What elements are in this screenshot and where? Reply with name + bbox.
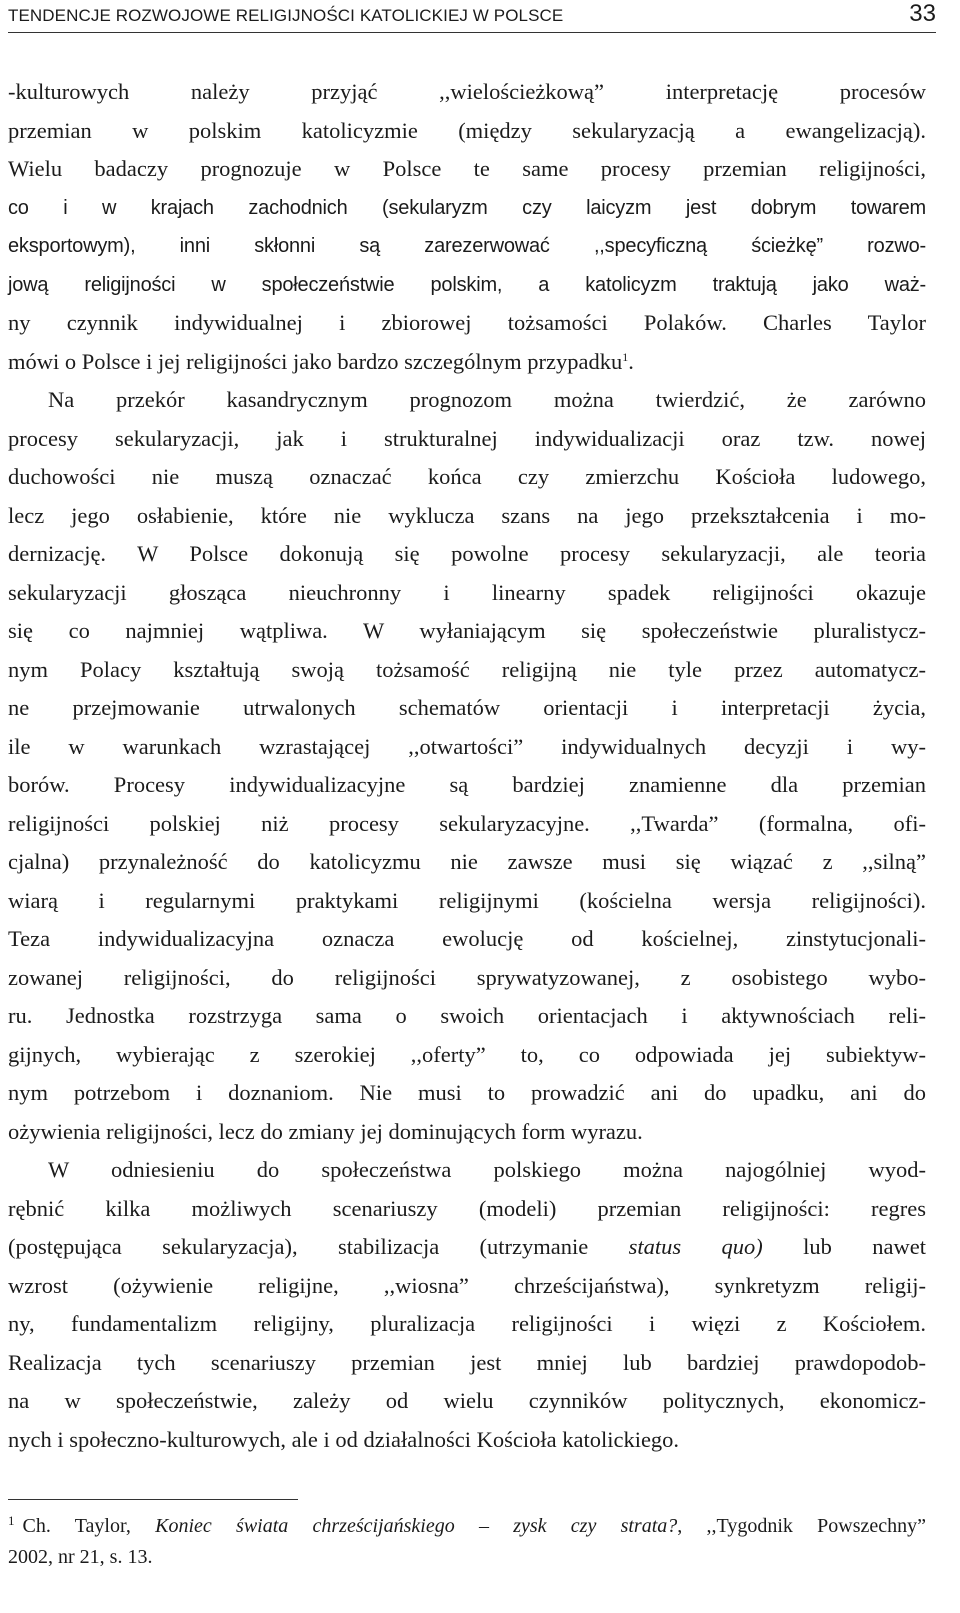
text-line: się co najmniej wątpliwa. W wyłaniającym się społeczeństwie pluralistycz- <box>8 618 926 643</box>
text-line: co i w krajach zachodnich (sekularyzm czy laicyzm jest dobrym towarem <box>8 196 926 219</box>
footnote-author: Ch. Taylor, <box>22 1515 131 1537</box>
text-segment: . <box>628 348 634 374</box>
text-line: religijności polskiej niż procesy sekularyzacyjne. ,,Twarda” (formalna, ofi- <box>8 810 926 836</box>
text-segment: (postępująca sekularyzacja), stabilizacja (utrzymanie <box>8 1234 589 1259</box>
text-line: ny, fundamentalizm religijny, pluralizacja religijności i więzi z Kościołem. <box>8 1311 926 1336</box>
text-line: ru. Jednostka rozstrzyga sama o swoich orientacjach i aktywnościach reli- <box>8 1003 926 1028</box>
footnote-source: , ,,Tygodnik Powszechny” <box>677 1515 927 1537</box>
text-line: rębnić kilka możliwych scenariuszy (modeli) przemian religijności: regres <box>8 1195 926 1221</box>
text-line <box>8 1228 926 1267</box>
text-line: cjalna) przynależność do katolicyzmu nie zawsze musi się wiązać z ,,silną” <box>8 849 926 874</box>
footnote-title: Koniec świata chrześcijańskiego – zysk czy strata? <box>155 1515 678 1537</box>
text-line: ile w warunkach wzrastającej ,,otwartości” indywidualnych decyzji i wy- <box>8 733 926 759</box>
text-line: procesy sekularyzacji, jak i strukturalnej indywidualizacji oraz tzw. nowej <box>8 425 926 451</box>
text-line: Wielu badaczy prognozuje w Polsce te same procesy przemian religijności, <box>8 156 926 181</box>
footnote-line <box>8 1511 926 1542</box>
text-line: wzrost (ożywienie religijne, ,,wiosna” chrześcijaństwa), synkretyzm religij- <box>8 1272 926 1298</box>
text-line: W odniesieniu do społeczeństwa polskiego można najogólniej wyod- <box>48 1157 926 1182</box>
text-segment: mówi o Polsce i jej religijności jako bardzo szczególnym przypadku <box>8 348 623 374</box>
text-line: Teza indywidualizacyjna oznacza ewolucję od kościelnej, zinstytucjonali- <box>8 926 926 951</box>
text-line <box>8 343 926 382</box>
text-line: przemian w polskim katolicyzmie (między sekularyzacją a ewangelizacją). <box>8 117 926 143</box>
text-line: ne przejmowanie utrwalonych schematów orientacji i interpretacji życia, <box>8 695 926 720</box>
footnote-ref: 1 <box>622 349 629 364</box>
page-number: 33 <box>909 0 936 27</box>
text-segment: lub nawet <box>803 1234 926 1259</box>
footnote-line: 2002, nr 21, s. 13. <box>8 1546 153 1568</box>
text-line: lecz jego osłabienie, które nie wyklucza szans na jego przekształcenia i mo- <box>8 502 926 528</box>
text-line: Realizacja tych scenariuszy przemian jest mniej lub bardziej prawdopodob- <box>8 1349 926 1375</box>
italic-term: status quo) <box>628 1234 763 1259</box>
text-line: wiarą i regularnymi praktykami religijnymi (kościelna wersja religijności). <box>8 887 926 913</box>
text-line: gijnych, wybierając z szerokiej ,,oferty” to, co odpowiada jej subiektyw- <box>8 1041 926 1067</box>
text-line: zowanej religijności, do religijności sprywatyzowanej, z osobistego wybo- <box>8 964 926 990</box>
body-text <box>8 73 926 1459</box>
footnote <box>8 1511 926 1573</box>
text-line: ożywienia religijności, lecz do zmiany jej dominujących form wyrazu. <box>8 1118 643 1144</box>
text-line: ny czynnik indywidualnej i zbiorowej tożsamości Polaków. Charles Taylor <box>8 310 926 335</box>
text-line: sekularyzacji głosząca nieuchronny i linearny spadek religijności okazuje <box>8 579 926 605</box>
text-line: nych i społeczno-kulturowych, ale i od działalności Kościoła katolickiego. <box>8 1426 680 1452</box>
text-line: nym potrzebom i doznaniom. Nie musi to prowadzić ani do upadku, ani do <box>8 1080 926 1105</box>
footnote-number: 1 <box>8 1513 15 1528</box>
text-line: eksportowym), inni skłonni są zarezerwować ,,specyficzną ścieżkę” rozwo- <box>8 235 926 257</box>
text-line: jową religijności w społeczeństwie polskim, a katolicyzm traktują jako waż- <box>8 273 926 296</box>
text-line: dernizację. W Polsce dokonują się powolne procesy sekularyzacji, ale teoria <box>8 541 926 566</box>
text-line: -kulturowych należy przyjąć ,,wielościeżkową” interpretację procesów <box>8 79 926 104</box>
page-header <box>8 0 936 33</box>
text-line: nym Polacy kształtują swoją tożsamość religijną nie tyle przez automatycz- <box>8 656 926 682</box>
text-line: Na przekór kasandrycznym prognozom można twierdzić, że zarówno <box>48 387 926 412</box>
footnote-divider <box>8 1499 298 1500</box>
text-line: borów. Procesy indywidualizacyjne są bardziej znamienne dla przemian <box>8 772 926 797</box>
running-title: TENDENCJE ROZWOJOWE RELIGIJNOŚCI KATOLICKIEJ W POLSCE <box>8 6 564 25</box>
text-line: duchowości nie muszą oznaczać końca czy zmierzchu Kościoła ludowego, <box>8 464 926 489</box>
text-line: na w społeczeństwie, zależy od wielu czynników politycznych, ekonomicz- <box>8 1388 926 1413</box>
